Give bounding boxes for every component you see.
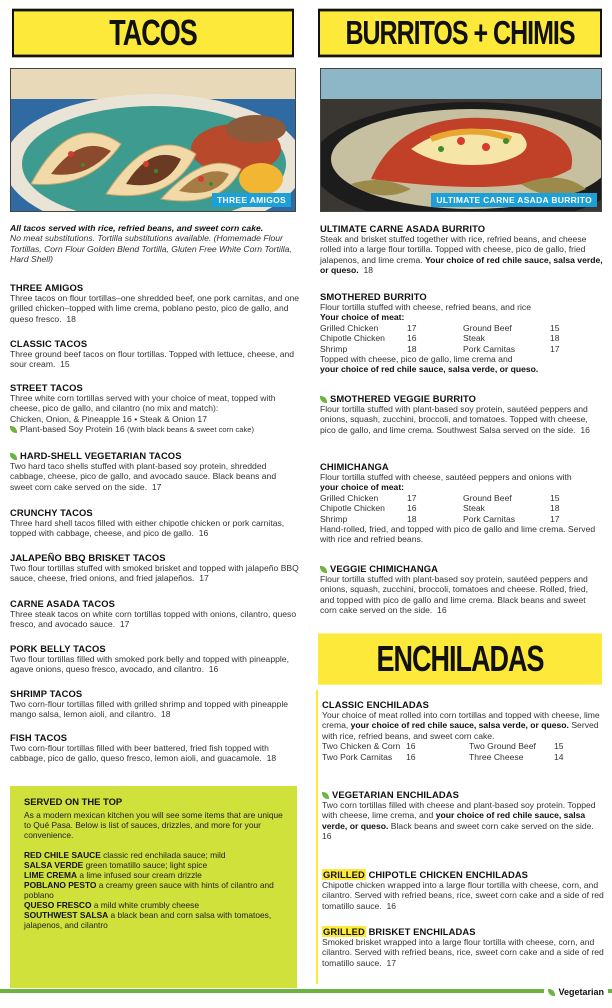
item-title: SHRIMP TACOS (10, 688, 83, 699)
item-title: THREE AMIGOS (10, 282, 84, 293)
item-desc-text: Two hard taco shells stuffed with plant-based soy protein, shredded cabbage, cheese, pico de gallo, and avocado sauce. Black beans and sweet corn cake served on the side. (10, 461, 277, 492)
item-price: 18 (363, 265, 374, 276)
item-title: STREET TACOS (10, 382, 83, 393)
item-desc-text: Steak and brisket stuffed together with rice, refried beans, and cheese rolled into a large flour tortilla. Topped with cheese, pico de gallo, fried jalapenos, and lime crema. (320, 234, 587, 265)
menu-item-vegetarian-enchiladas (322, 789, 604, 842)
menu-item-street-tacos (10, 382, 300, 436)
grilled-tag: GRILLED (323, 869, 365, 880)
item-title: HARD-SHELL VEGETARIAN TACOS (20, 450, 182, 461)
item-title: CHIPOTLE CHICKEN ENCHILADAS (368, 869, 529, 880)
meat-name: Ground Beef (463, 492, 512, 503)
vegetarian-leaf-icon (548, 989, 555, 996)
item-desc-text: Two corn tortillas filled with cheese and plant-based soy protein. Topped with cheese, lime crema, and (322, 800, 596, 821)
item-desc-text: Flour tortilla stuffed with plant-based soy protein, sautéed peppers and onions, squash, zucchini, broccoli, and tomatoes. Topped with cheese, pico de gallo, and lime crema. Southwest Salsa served on the side. (320, 404, 588, 435)
tacos-heading (12, 9, 294, 58)
vegetarian-legend-text: Vegetarian (558, 987, 604, 997)
meat-price: 15 (550, 322, 560, 333)
item-desc-text: Three tacos on flour tortillas–one shredded beef, one pork carnitas, and one grilled chicken–topped with lime crema, poblano pesto, pico de gallo, and queso fresco. (10, 293, 300, 324)
menu-item-fish-tacos (10, 732, 300, 764)
meat-name: Chipotle Chicken (320, 333, 385, 344)
served-entry (24, 850, 287, 860)
entry-key: RED CHILE SAUCE (24, 850, 101, 860)
menu-item-smothered-veggie-burrito (320, 393, 604, 435)
item-title: CHIMICHANGA (320, 461, 389, 472)
meat-price: 18 (550, 333, 560, 344)
meat-name: Pork Carnitas (463, 343, 516, 354)
menu-item-brisket-enchiladas (322, 926, 604, 968)
item-desc-text: Two corn-flour tortillas filled with grilled shrimp and topped with pineapple mango salsa, lemon aioli, and cilantro. (10, 699, 289, 720)
enchiladas-heading-text: ENCHILADAS (376, 638, 544, 679)
item-desc-text: Three hard shell tacos filled with either chipotle chicken or pork carnitas, topped with cabbage, cheese, and pico de gallo. (10, 518, 285, 539)
menu-item-pork-belly-tacos (10, 643, 300, 675)
item-desc (320, 574, 604, 616)
menu-item-carne-asada-tacos (10, 598, 300, 630)
meat-name: Steak (463, 333, 485, 344)
item-desc-text: Flour tortilla stuffed with plant-based soy protein, sautéed peppers and onions, squash, zucchini, broccoli, tomatoes and cheese. Rolled, fried, and topped with pico de gallo and lime crema. Black beans and sweet corn cake served on the side. (320, 574, 588, 616)
tacos-photo-caption: THREE AMIGOS (212, 193, 291, 207)
meat-price: 17 (407, 322, 417, 333)
item-price: 17 (119, 619, 130, 630)
item-desc-text-b: Black beans and sweet corn cake served on the side. (390, 820, 594, 831)
veg-line: Plant-based Soy Protein 16 (20, 424, 125, 435)
entry-val: a black bean and corn salsa with tomatoes, jalapenos, and cilantro (24, 910, 272, 930)
item-desc (10, 563, 300, 584)
menu-item-shrimp-tacos (10, 688, 300, 720)
option-price: 15 (554, 741, 564, 752)
served-on-top-intro: As a modern mexican kitchen you will see some items that are unique to Qué Pasa. Below is list of sauces, drizzles, and more for your convenience. (24, 810, 283, 840)
menu-item-hard-shell-veg-tacos (10, 450, 300, 492)
item-desc (322, 710, 604, 741)
item-title: VEGETARIAN ENCHILADAS (332, 789, 459, 800)
item-price: 18 (266, 753, 277, 764)
menu-item-crunchy-tacos (10, 507, 300, 539)
item-desc-bold: your choice of red chile sauce, salsa verde, or queso. (350, 720, 569, 731)
entry-key: SOUTHWEST SALSA (24, 910, 109, 920)
item-price: 16 (580, 424, 590, 435)
meat-options (320, 323, 604, 354)
item-desc-text: Two flour tortillas stuffed with smoked brisket and topped with jalapeño BBQ sauce, cheese, fried onions, and fried jalapeños. (10, 563, 299, 584)
served-entry (24, 910, 287, 930)
burritos-heading (318, 9, 602, 58)
option-name: Two Ground Beef (469, 741, 536, 752)
served-entry (24, 880, 287, 900)
item-desc (320, 404, 604, 435)
meat-price: 16 (407, 503, 417, 514)
tacos-intro-bold: All tacos served with rice, refried beans, and sweet corn cake. (10, 223, 264, 233)
item-price: 17 (386, 957, 397, 968)
item-price: 16 (386, 900, 397, 911)
menu-item-classic-tacos (10, 338, 300, 370)
item-desc-text: Three ground beef tacos on flour tortillas. Topped with lettuce, cheese, and sour cream. (10, 349, 295, 370)
item-desc (322, 880, 604, 911)
item-desc: Three white corn tortillas served with your choice of meat, topped with cheese, pico de gallo, and cilantro (no mix and match): (10, 393, 276, 414)
meat-price: 18 (550, 503, 560, 514)
meat-price: 18 (407, 513, 417, 524)
item-price: 18 (160, 709, 171, 720)
item-price: 16 (208, 664, 219, 675)
item-price: 16 (437, 605, 447, 616)
item-desc (322, 800, 604, 842)
item-desc (320, 234, 604, 276)
menu-item-ultimate-carne-asada-burrito (320, 223, 604, 276)
vegetarian-leaf-icon (322, 792, 329, 799)
item-desc-text: Three steak tacos on white corn tortillas topped with onions, cilantro, queso fresco, and avocado sauce. (10, 609, 297, 630)
item-desc: Flour tortilla stuffed with cheese, refried beans, and rice (320, 302, 531, 312)
item-title: SMOTHERED BURRITO (320, 291, 427, 302)
item-options: Chicken, Onion, & Pineapple 16 • Steak & Onion 17 (10, 413, 207, 424)
burritos-heading-text: BURRITOS + CHIMIS (345, 13, 575, 52)
item-desc (10, 609, 300, 630)
served-entry (24, 860, 287, 870)
item-price: 18 (66, 313, 76, 324)
item-desc-bold: your choice of red chile sauce, salsa verde, or queso. (322, 810, 586, 831)
item-price: 15 (60, 359, 70, 370)
burritos-photo-caption: ULTIMATE CARNE ASADA BURRITO (431, 193, 597, 207)
menu-item-jalapeno-bbq-brisket-tacos (10, 552, 300, 584)
meat-price: 18 (407, 343, 417, 354)
entry-val: a mild white crumbly cheese (93, 900, 200, 910)
option-name: Three Cheese (469, 751, 524, 762)
enchiladas-divider-line (316, 690, 318, 984)
item-veg-option (10, 424, 300, 435)
entry-key: POBLANO PESTO (24, 880, 97, 890)
served-on-top-heading: SERVED ON THE TOP (24, 796, 123, 807)
tacos-heading-text: TACOS (109, 12, 197, 53)
meat-options (320, 493, 604, 524)
menu-item-smothered-burrito (320, 291, 604, 375)
meat-price: 17 (407, 492, 417, 503)
item-desc-text-b: Served with rice, refried beans, and sweet corn cake. (322, 720, 599, 741)
vegetarian-leaf-icon (10, 426, 17, 433)
burritos-photo (320, 68, 602, 212)
item-desc-after: Topped with cheese, pico de gallo, lime crema and (320, 354, 513, 365)
meat-name: Shrimp (320, 343, 348, 354)
tacos-intro (10, 223, 300, 265)
option-name: Two Pork Carnitas (322, 751, 393, 762)
item-desc-text: Smoked brisket wrapped into a large flour tortilla with cheese, corn, and cilantro. Served with refried beans, rice, sweet corn cake and a side of red tomatillo sauce. (322, 937, 604, 968)
item-desc-text: Two flour tortillas filled with smoked pork belly and topped with pineapple, agave onions, queso fresco, avocado, and cilantro. (10, 654, 289, 675)
item-desc-text: Chipotle chicken wrapped into a large flour tortilla with cheese, corn, and cilantro. Served with refried beans, rice, sweet corn cake and a side of red tomatillo sauce. (322, 880, 604, 911)
meat-name: Ground Beef (463, 322, 512, 333)
menu-item-chimichanga (320, 461, 604, 545)
meat-price: 16 (407, 333, 417, 344)
meat-name: Chipotle Chicken (320, 503, 385, 514)
item-title: CLASSIC TACOS (10, 338, 88, 349)
menu-item-classic-enchiladas (322, 699, 604, 762)
veg-note: (With black beans & sweet corn cake) (127, 425, 255, 435)
item-title: FISH TACOS (10, 732, 68, 743)
burrito-plate-illustration (321, 69, 602, 212)
meat-price: 15 (550, 492, 560, 503)
enchilada-options (322, 741, 604, 762)
item-title: CRUNCHY TACOS (10, 507, 93, 518)
entry-val: classic red enchilada sauce; mild (103, 850, 226, 860)
tacos-photo (10, 68, 296, 212)
item-choice: Your choice of meat: (320, 312, 405, 323)
entry-val: green tomatillo sauce; light spice (85, 860, 208, 870)
item-choice: your choice of meat: (320, 482, 405, 493)
item-desc (10, 349, 300, 370)
entry-key: SALSA VERDE (24, 860, 84, 870)
vegetarian-leaf-icon (320, 396, 327, 403)
item-desc-text: Your choice of meat rolled into corn tortillas and topped with cheese, lime crema, (322, 710, 600, 731)
entry-key: LIME CREMA (24, 870, 78, 880)
meat-name: Shrimp (320, 513, 348, 524)
entry-val: a lime infused sour cream drizzle (79, 870, 202, 880)
enchiladas-heading (318, 633, 602, 684)
served-entry (24, 870, 287, 880)
option-price: 16 (406, 741, 416, 752)
meat-name: Grilled Chicken (320, 322, 379, 333)
option-price: 16 (406, 751, 416, 762)
tacos-plate-illustration (11, 69, 296, 212)
option-name: Two Chicken & Corn (322, 741, 401, 752)
item-desc-after: Hand-rolled, fried, and topped with pico de gallo and lime crema. Served with rice and refried beans. (320, 524, 596, 545)
item-desc (10, 743, 300, 764)
item-desc (10, 654, 300, 675)
item-desc-text: Two corn-flour tortillas filled with beer battered, fried fish topped with cabbage, pico de gallo, queso fresco, lemon aioli, and guacamole. (10, 743, 269, 764)
item-title: CARNE ASADA TACOS (10, 598, 115, 609)
item-title: PORK BELLY TACOS (10, 643, 106, 654)
item-price: 16 (198, 528, 209, 539)
item-price: 16 (322, 831, 332, 842)
item-title: CLASSIC ENCHILADAS (322, 699, 430, 710)
item-desc (10, 699, 300, 720)
item-title: ULTIMATE CARNE ASADA BURRITO (320, 223, 486, 234)
vegetarian-legend (544, 987, 608, 997)
footer-green-bar (0, 989, 612, 993)
meat-price: 17 (550, 343, 560, 354)
menu-item-veggie-chimichanga (320, 563, 604, 616)
item-desc-bold: your choice of red chile sauce, salsa verde, or queso. (320, 364, 539, 375)
option-price: 14 (554, 751, 564, 762)
grilled-tag: GRILLED (323, 926, 365, 937)
vegetarian-leaf-icon (10, 453, 17, 460)
item-price: 17 (199, 573, 209, 584)
item-desc (10, 293, 300, 324)
entry-val: a creamy green sauce with hints of cilantro and poblano (24, 880, 274, 900)
meat-name: Pork Carnitas (463, 513, 516, 524)
item-desc-bold: Your choice of red chile sauce, salsa verde, or queso. (320, 254, 603, 276)
item-title: JALAPEÑO BBQ BRISKET TACOS (10, 552, 166, 563)
item-price: 17 (151, 481, 162, 492)
tacos-intro-note: No meat substitutions. Tortilla substitutions available. (Homemade Flour Tortillas, Corn Flour Golden Blend Tortilla, Gluten Free White Corn Tortilla, Hard Shell) (10, 233, 292, 265)
menu-item-three-amigos (10, 282, 300, 324)
item-desc: Flour tortilla stuffed with cheese, sautéed peppers and onions with (320, 472, 572, 482)
entry-key: QUESO FRESCO (24, 900, 92, 910)
served-entry (24, 900, 287, 910)
meat-name: Steak (463, 503, 485, 514)
meat-price: 17 (550, 513, 560, 524)
vegetarian-leaf-icon (320, 566, 327, 573)
item-title: SMOTHERED VEGGIE BURRITO (330, 393, 476, 404)
item-desc (10, 518, 300, 539)
item-title: VEGGIE CHIMICHANGA (330, 563, 439, 574)
item-desc (10, 461, 300, 492)
meat-name: Grilled Chicken (320, 492, 379, 503)
menu-item-chipotle-chicken-enchiladas (322, 869, 604, 911)
item-desc (322, 937, 604, 968)
served-on-top-box (10, 786, 297, 988)
item-title: BRISKET ENCHILADAS (368, 926, 476, 937)
